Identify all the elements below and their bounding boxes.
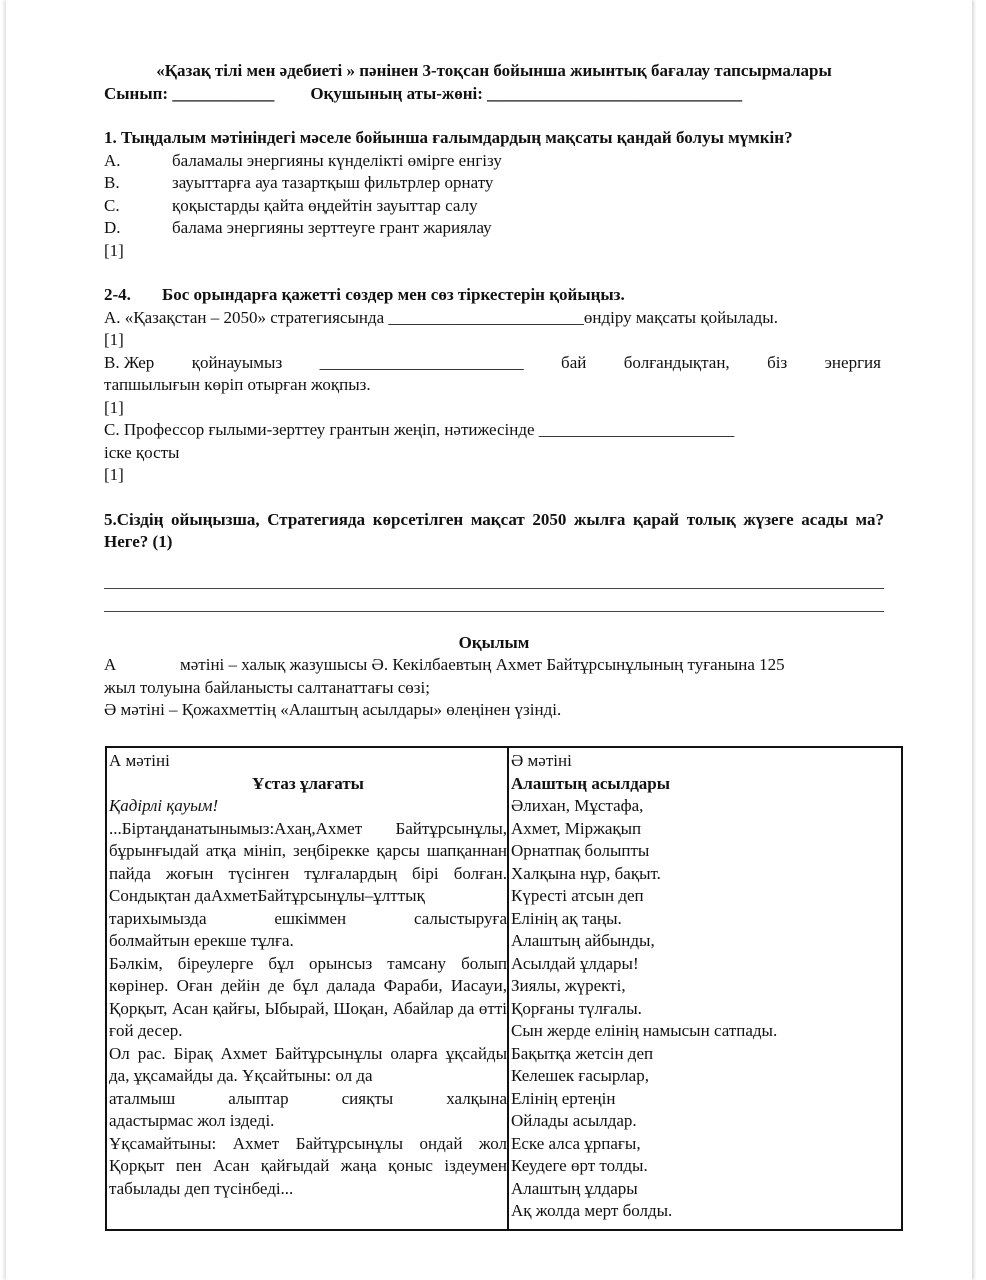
poem-line: Ақ жолда мерт болды. [511, 1201, 673, 1220]
questions-2-4 [104, 284, 884, 487]
poem-line: Елінің ақ таңы. [511, 908, 622, 928]
reading-intro-a-cont: жыл толуына байланысты салтанаттағы сөзі; [104, 677, 430, 697]
fill-b: B. Жер қойнауымыз ________________________ бай болғандықтан, біз энергия [104, 352, 881, 372]
text-a-greeting: Қадірлі қауым! [109, 796, 219, 815]
text-a-label: А мәтіні [109, 751, 170, 770]
texts-table [105, 746, 903, 1231]
text-a-cell [106, 747, 508, 1230]
student-name-field: Оқушының аты-жөні: ______________________________ [310, 83, 743, 103]
poem-line: Орнатпақ болыпты [511, 841, 650, 860]
fill-c: C. Профессор ғылыми-зерттеу грантын жеңіп, нәтижесінде _______________________ [104, 420, 735, 439]
poem-line: Ойлады асылдар. [511, 1111, 637, 1130]
poem-line: Келешек ғасырлар, [511, 1066, 649, 1085]
option-c: C. қоқыстарды қайта өңдейтін зауыттар салу [104, 195, 478, 215]
answer-line-1[interactable] [104, 566, 884, 589]
poem-line: Ахмет, Міржақып [511, 818, 642, 838]
poem-line: Елінің ертеңін [511, 1088, 616, 1108]
option-b: B. зауыттарға ауа тазартқыш фильтрлер орнату [104, 173, 494, 192]
text-a-paragraph: Бәлкім, біреулерге бұл орынсыз тамсану болып көрінер. Оған дейін де бұл далада Фараби, Иасауи, Қорқыт, Асан қайғы, Ыбырай, Шоқан, Абайлар да өтті ғой десер. [109, 953, 507, 1040]
reading-heading: Оқылым [458, 632, 530, 652]
poem-line: Күресті атсын деп [511, 886, 644, 905]
text-a-title: Ұстаз ұлағаты [252, 773, 364, 793]
poem-line: Қорғаны түлғалы. [511, 998, 642, 1018]
text-b-title: Алаштың асылдары [511, 773, 671, 793]
reading-intro-a: A мәтіні – халық жазушысы Ә. Кекілбаевтың Ахмет Байтұрсынұлының туғанына 125 [104, 655, 785, 674]
mark: [1] [104, 330, 124, 349]
fill-a: A. «Қазақстан – 2050» стратегиясында _______________________өндіру мақсаты қойылады. [104, 307, 778, 327]
poem-line: Зиялы, жүректі, [511, 976, 626, 995]
text-a-paragraph: ...Біртаңданатынымыз:Ахаң,Ахмет Байтұрсынұлы, бұрынғыдай атқа мініп, зеңбірекке қарсы шапқаннан пайда жоғын түсінген тұлғалардың бірі болған. Сондықтан даАхметБайтұрсынұлы–ұлттық [109, 818, 507, 905]
text-a-line: болмайтын ерекше тұлға. [109, 931, 294, 950]
text-a-paragraph: Ол рас. Бірақ Ахмет Байтұрсынұлы оларға ұқсайды да, ұқсамайды да. Ұқсайтыны: ол да [109, 1043, 507, 1085]
poem-line: Кеудеге өрт толды. [511, 1156, 648, 1175]
poem-line: Еске алса ұрпағы, [511, 1133, 641, 1153]
question-1-text: 1. Тыңдалым мәтініндегі мәселе бойынша ғалымдардың мақсаты қандай болуы мүмкін? [104, 128, 793, 147]
text-b-cell [508, 747, 902, 1230]
mark: [1] [104, 397, 124, 417]
question-5: 5.Сіздің ойыңызша, Стратегияда көрсетілген мақсат 2050 жылға қарай толық жүзеге асады ма? Неге? (1) [104, 509, 884, 551]
fill-b-cont: тапшылығын көріп отырған жоқпыз. [104, 375, 371, 394]
header-fields [104, 83, 884, 106]
poem-line: Асылдай ұлдары! [511, 953, 639, 973]
poem-line: Алаштың айбынды, [511, 931, 655, 950]
answer-line-2[interactable] [104, 589, 884, 612]
questions-2-4-heading: 2-4. Бос орындарға қажетті сөздер мен сөз тіркестерін қойыңыз. [104, 285, 625, 304]
mark: [1] [104, 465, 124, 484]
document-page [104, 60, 884, 722]
text-a-paragraph: Ұқсамайтыны: Ахмет Байтұрсынұлы ондай жол Қорқыт пен Асан қайғыдай жаңа қоныс іздеумен табылады деп түсінбеді... [109, 1133, 507, 1198]
reading-intro-b: Ә мәтіні – Қожахметтің «Алаштың асылдары» өлеңінен үзінді. [104, 700, 562, 719]
option-d: D. балама энергияны зерттеуге грант жариялау [104, 218, 492, 237]
class-field: Сынып: ____________ [104, 83, 275, 103]
mark: [1] [104, 240, 124, 260]
text-a-line: адастырмас жол іздеді. [109, 1111, 275, 1130]
page-title: «Қазақ тілі мен әдебиеті » пәнінен 3-тоқсан бойынша жиынтық бағалау тапсырмалары [156, 61, 832, 80]
poem-line: Сын жерде елінің намысын сатпады. [511, 1021, 778, 1040]
text-b-label: Ә мәтіні [511, 751, 572, 770]
poem-line: Алаштың ұлдары [511, 1178, 638, 1198]
option-a: A. баламалы энергияны күнделікті өмірге енгізу [104, 150, 502, 170]
text-a-justified-line: аталмыш алыптар сияқты халқына [109, 1088, 507, 1108]
poem-line: Әлихан, Мұстафа, [511, 796, 644, 815]
poem-line: Бақытқа жетсін деп [511, 1043, 654, 1063]
question-1 [104, 127, 884, 262]
text-a-justified-line: тарихымызда ешкіммен салыстыруға [109, 908, 507, 928]
poem-line: Халқына нұр, бақыт. [511, 863, 661, 883]
fill-c-cont: іске қосты [104, 442, 180, 462]
